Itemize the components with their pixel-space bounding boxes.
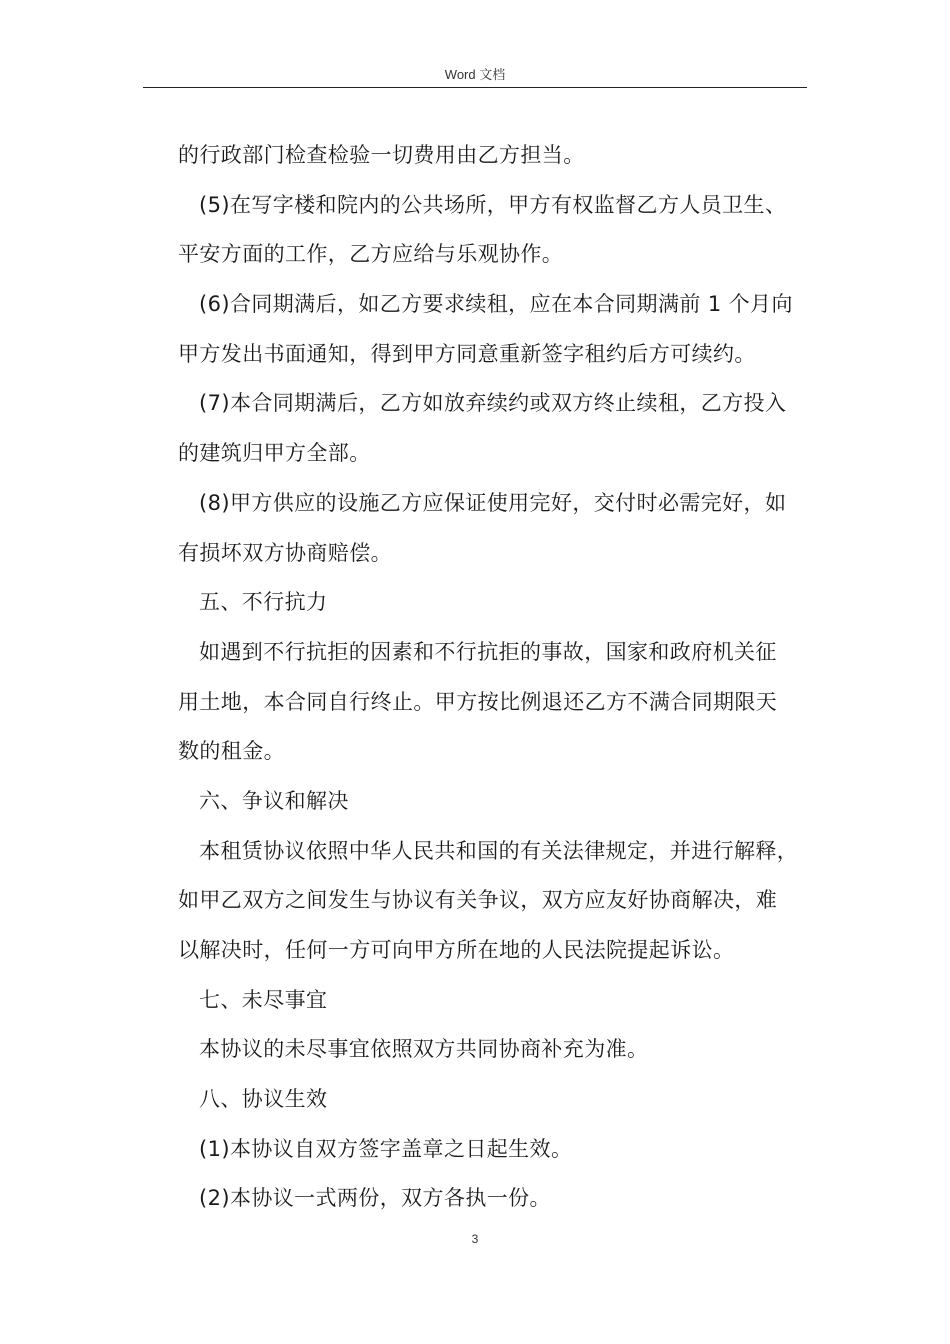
body-line: (5)在写字楼和院内的公共场所，甲方有权监督乙方人员卫生、 [199, 192, 787, 217]
page-number: 3 [471, 1232, 479, 1246]
section-heading: 八、协议生效 [199, 1087, 328, 1112]
section-heading: 五、不行抗力 [199, 590, 328, 615]
body-line: 的行政部门检查检验一切费用由乙方担当。 [178, 143, 585, 167]
section-heading: 七、未尽事宜 [199, 987, 328, 1012]
body-line: (2)本协议一式两份，双方各执一份。 [199, 1186, 551, 1211]
page-header-title: Word 文档 [444, 67, 506, 82]
body-line: 数的租金。 [178, 739, 285, 764]
body-line: 本协议的未尽事宜依照双方共同协商补充为准。 [199, 1037, 649, 1062]
document-body [178, 130, 810, 1223]
body-line: (6)合同期满后，如乙方要求续租，应在本合同期满前 1 个月向 [199, 292, 793, 317]
body-line: 如甲乙双方之间发生与协议有关争议，双方应友好协商解决，难 [178, 888, 778, 913]
header-divider [143, 87, 807, 88]
body-line: 以解决时，任何一方可向甲方所在地的人民法院提起诉讼。 [178, 938, 735, 962]
body-line: (1)本协议自双方签字盖章之日起生效。 [199, 1136, 573, 1161]
section-heading: 六、争议和解决 [199, 788, 349, 813]
body-line: 有损坏双方协商赔偿。 [178, 540, 392, 565]
body-line: (7)本合同期满后，乙方如放弃续约或双方终止续租，乙方投入 [199, 391, 787, 416]
body-line: 如遇到不行抗拒的因素和不行抗拒的事故，国家和政府机关征 [199, 639, 777, 664]
body-line: 用土地，本合同自行终止。甲方按比例退还乙方不满合同期限天 [178, 689, 778, 714]
body-line: 平安方面的工作，乙方应给与乐观协作。 [178, 242, 564, 267]
body-line: 甲方发出书面通知，得到甲方同意重新签字租约后方可续约。 [178, 341, 756, 366]
body-line: (8)甲方供应的设施乙方应保证使用完好，交付时必需完好，如 [199, 490, 787, 515]
body-line: 的建筑归甲方全部。 [178, 441, 371, 466]
body-line: 本租赁协议依照中华人民共和国的有关法律规定，并进行解释， [199, 838, 799, 863]
